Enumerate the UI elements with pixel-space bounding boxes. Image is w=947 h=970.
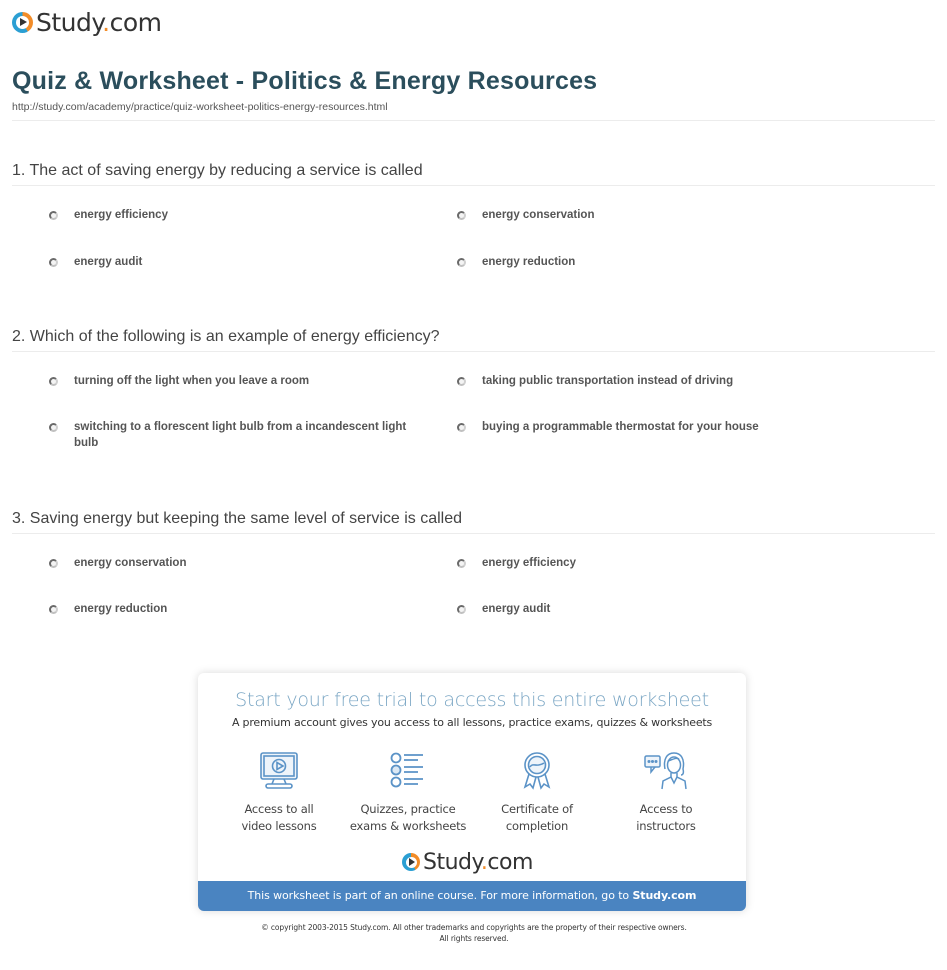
question-2: 2. Which of the following is an example of energy efficiency? xyxy=(12,328,440,345)
study-logo[interactable] xyxy=(12,8,161,36)
divider xyxy=(12,533,935,534)
radio-button[interactable] xyxy=(49,423,58,432)
radio-button[interactable] xyxy=(457,423,466,432)
radio-button[interactable] xyxy=(457,559,466,568)
radio-button[interactable] xyxy=(457,377,466,386)
q3-option-c[interactable]: energy reduction xyxy=(49,601,434,617)
q2-option-d[interactable]: buying a programmable thermostat for your house xyxy=(457,419,842,435)
q3-option-d[interactable]: energy audit xyxy=(457,601,842,617)
question-1: 1. The act of saving energy by reducing a service is called xyxy=(12,162,423,179)
radio-button[interactable] xyxy=(49,605,58,614)
radio-button[interactable] xyxy=(49,211,58,220)
promo-headline[interactable]: Start your free trial to access this entire worksheet xyxy=(235,689,709,711)
radio-button[interactable] xyxy=(457,211,466,220)
question-3: 3. Saving energy but keeping the same level of service is called xyxy=(12,510,463,527)
q1-option-a[interactable]: energy efficiency xyxy=(49,207,434,223)
radio-button[interactable] xyxy=(49,258,58,267)
divider xyxy=(12,351,935,352)
play-circle-icon xyxy=(12,12,33,33)
radio-button[interactable] xyxy=(49,559,58,568)
q3-option-a[interactable]: energy conservation xyxy=(49,555,434,571)
q2-option-b[interactable]: taking public transportation instead of driving xyxy=(457,373,842,389)
feature-video-lessons: Access to all video lessons xyxy=(209,751,349,835)
q2-option-c[interactable]: switching to a florescent light bulb from a incandescent light bulb xyxy=(49,419,429,451)
radio-button[interactable] xyxy=(457,258,466,267)
feature-quizzes: Quizzes, practice exams & worksheets xyxy=(338,751,478,835)
radio-button[interactable] xyxy=(457,605,466,614)
q3-option-b[interactable]: energy efficiency xyxy=(457,555,842,571)
video-monitor-icon xyxy=(258,751,300,791)
divider xyxy=(12,185,935,186)
free-trial-promo xyxy=(198,673,746,911)
q1-option-b[interactable]: energy conservation xyxy=(457,207,842,223)
certificate-ribbon-icon xyxy=(516,751,558,791)
q2-option-a[interactable]: turning off the light when you leave a room xyxy=(49,373,434,389)
study-com-link[interactable]: Study.com xyxy=(632,889,697,902)
play-circle-icon xyxy=(402,853,420,871)
page-url[interactable]: http://study.com/academy/practice/quiz-worksheet-politics-energy-resources.html xyxy=(12,101,388,113)
q1-option-c[interactable]: energy audit xyxy=(49,254,434,270)
divider xyxy=(12,120,935,121)
quiz-list-icon xyxy=(387,751,429,791)
copyright-notice: © copyright 2003-2015 Study.com. All other trademarks and copyrights are the property of their respective owners. All rights reserved. xyxy=(261,923,687,943)
q1-option-d[interactable]: energy reduction xyxy=(457,254,842,270)
radio-button[interactable] xyxy=(49,377,58,386)
instructor-chat-icon xyxy=(643,751,689,791)
promo-subheadline: A premium account gives you access to all lessons, practice exams, quizzes & worksheets xyxy=(231,716,713,729)
course-info-bar: This worksheet is part of an online course. For more information, go to Study.com xyxy=(198,881,746,911)
feature-certificate: Certificate of completion xyxy=(467,751,607,835)
logo-wordmark: Study.com xyxy=(36,7,162,37)
logo-wordmark: Study.com xyxy=(423,849,533,875)
study-logo-promo[interactable] xyxy=(402,849,533,875)
page-title: Quiz & Worksheet - Politics & Energy Resources xyxy=(12,67,598,95)
feature-instructors: Access to instructors xyxy=(596,751,736,835)
